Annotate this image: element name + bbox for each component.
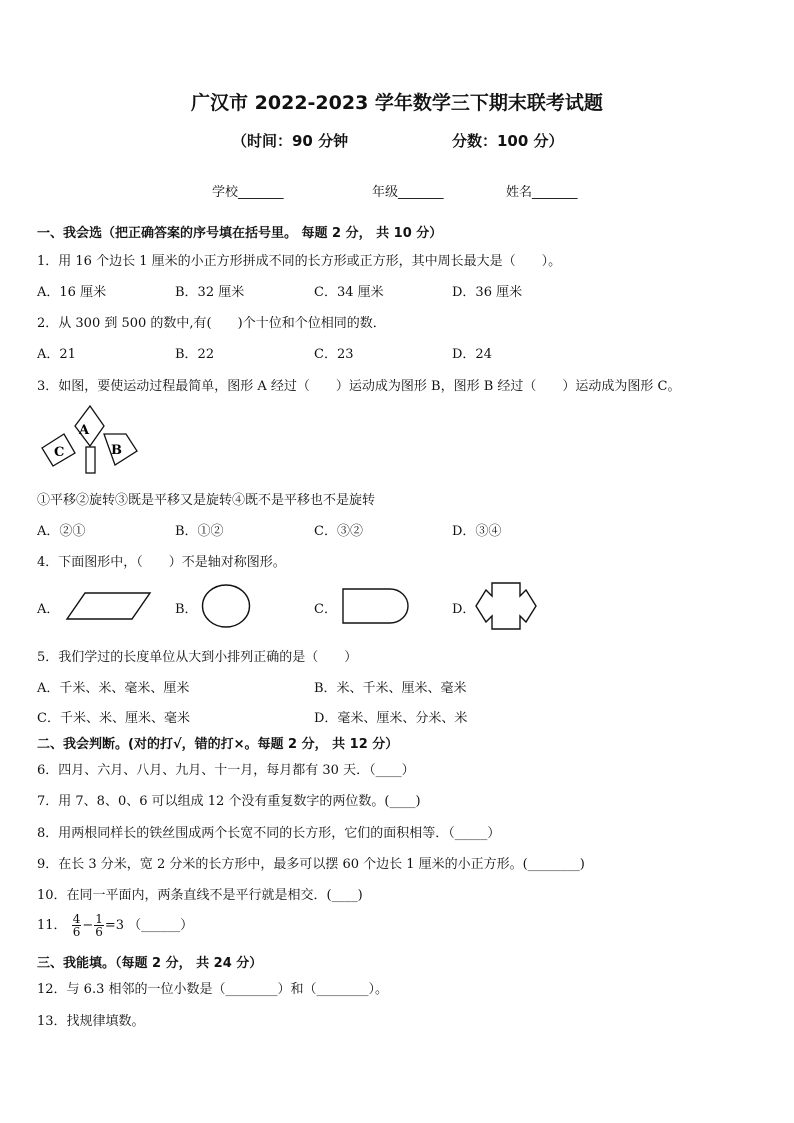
question-13: 13．找规律填数。 (37, 1014, 145, 1029)
q3-option-d: D．③④ (452, 524, 502, 539)
question-3: 3．如图，要使运动过程最简单，图形 A 经过（ ）运动成为图形 B，图形 B 经过（ ）运动成为图形 C。 (37, 379, 681, 394)
figure-label-a: A (79, 423, 90, 438)
question-1: 1．用 16 个边长 1 厘米的小正方形拼成不同的长方形或正方形，其中周长最大是（ ）。 (37, 254, 562, 269)
q2-option-d: D．24 (452, 347, 492, 362)
denominator: 6 (95, 925, 103, 939)
double-arrow-cross-icon (474, 580, 540, 634)
q5-option-c: C．千米、米、厘米、毫米 (37, 711, 190, 726)
minus-sign: − (82, 918, 94, 933)
q3-option-a: A．②① (37, 524, 86, 539)
fraction (72, 913, 82, 938)
q5-option-d: D．毫米、厘米、分米、米 (314, 711, 468, 726)
denominator: 6 (72, 925, 81, 939)
q2-option-a: A．21 (37, 347, 76, 362)
q5-option-b: B．米、千米、厘米、毫米 (314, 681, 467, 696)
question-6: 6．四月、六月、八月、九月、十一月，每月都有 30 天．（____） (37, 763, 415, 778)
q4-option-a: A． (37, 602, 60, 617)
numerator: 1 (95, 912, 103, 926)
q3-option-c: C．③② (314, 524, 363, 539)
q11-prefix: 11． (37, 918, 67, 933)
q1-option-a: A．16 厘米 (37, 285, 107, 300)
q5-option-a: A．千米、米、毫米、厘米 (37, 681, 190, 696)
question-12: 12．与 6.3 相邻的一位小数是（________）和（________）。 (37, 982, 388, 997)
time-label: （时间：90 分钟 (232, 132, 349, 150)
question-10: 10．在同一平面内，两条直线不是平行就是相交．(____) (37, 888, 363, 903)
section-heading: 二、我会判断。(对的打√，错的打×。每题 2 分， 共 12 分） (37, 737, 399, 752)
section-heading: 三、我能填。（每题 2 分， 共 24 分） (37, 956, 263, 971)
grade-field: 年级_______ (372, 185, 444, 200)
question-2: 2．从 300 到 500 的数中,有( )个十位和个位相同的数． (37, 316, 386, 331)
q2-option-b: B．22 (175, 347, 215, 362)
figure-label-c: C (54, 445, 65, 460)
name-field: 姓名_______ (506, 185, 578, 200)
q4-option-d: D． (452, 602, 476, 617)
page-title: 广汉市 2022-2023 学年数学三下期末联考试题 (191, 92, 603, 114)
question-11 (37, 913, 193, 938)
circle-icon (200, 583, 254, 629)
figure-label-b: B (111, 443, 122, 458)
school-field: 学校_______ (212, 185, 284, 200)
q3-option-b: B．①② (175, 524, 224, 539)
q4-option-c: C． (314, 602, 337, 617)
question-9: 9．在长 3 分米，宽 2 分米的长方形中，最多可以摆 60 个边长 1 厘米的小正方形。(________) (37, 857, 585, 872)
q1-option-c: C．34 厘米 (314, 285, 384, 300)
q2-option-c: C．23 (314, 347, 354, 362)
score-label: 分数：100 分） (452, 132, 564, 150)
q1-option-d: D．36 厘米 (452, 285, 523, 300)
question-4: 4．下面图形中，（ ）不是轴对称图形。 (37, 555, 286, 570)
semi-rounded-rect-icon (340, 586, 412, 626)
fraction (94, 913, 104, 938)
question-7: 7．用 7、8、0、6 可以组成 12 个没有重复数字的两位数。(____) (37, 794, 421, 809)
rotation-figure (38, 402, 142, 476)
parallelogram-icon (65, 590, 153, 622)
numerator: 4 (72, 912, 81, 926)
q11-suffix: =3 （______） (104, 918, 194, 933)
q3-choices: ①平移②旋转③既是平移又是旋转④既不是平移也不是旋转 (37, 493, 376, 508)
section-heading: 一、我会选（把正确答案的序号填在括号里。 每题 2 分， 共 10 分） (37, 226, 443, 241)
question-8: 8．用两根同样长的铁丝围成两个长宽不同的长方形，它们的面积相等．（_____） (37, 826, 501, 841)
q1-option-b: B．32 厘米 (175, 285, 245, 300)
q4-option-b: B． (175, 602, 198, 617)
question-5: 5．我们学过的长度单位从大到小排列正确的是（ ） (37, 650, 358, 665)
